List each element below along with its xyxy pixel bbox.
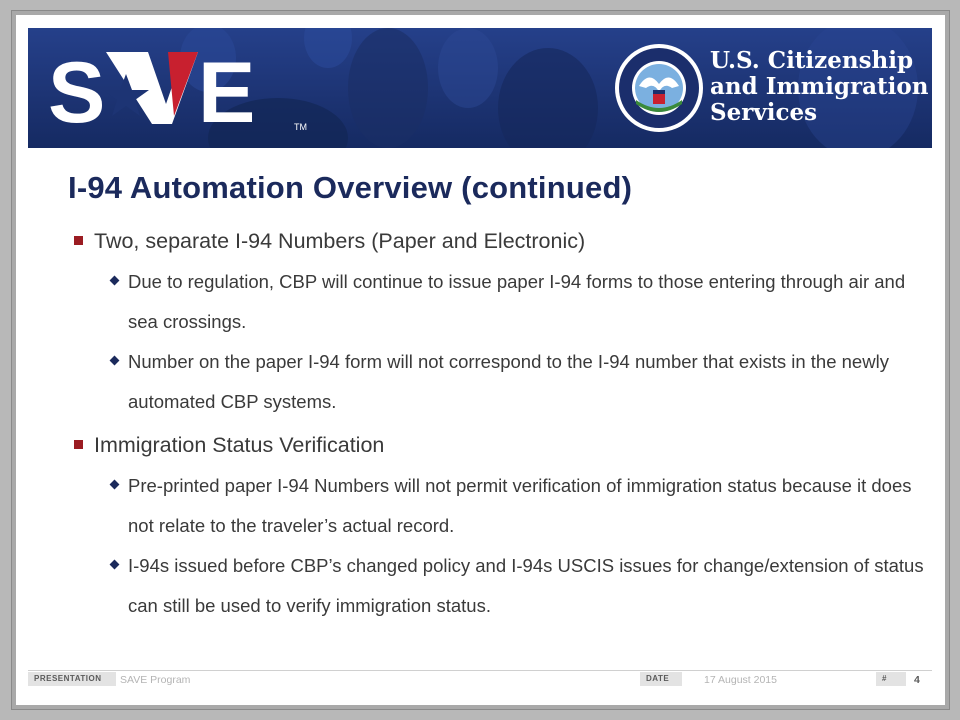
svg-text:S: S (48, 45, 102, 134)
presentation-label: PRESENTATION (28, 672, 116, 686)
bullet-text: Two, separate I-94 Numbers (Paper and Electronic) (94, 229, 586, 253)
bullet-level2 (104, 546, 928, 626)
bullet-level1 (68, 428, 928, 462)
footer-divider (28, 670, 932, 671)
slide-title: I-94 Automation Overview (continued) (68, 170, 633, 205)
date-value: 17 August 2015 (704, 674, 777, 686)
bullet-level1 (68, 224, 928, 258)
agency-name (710, 48, 928, 126)
svg-text:TM: TM (294, 122, 307, 132)
date-label: DATE (640, 672, 682, 686)
save-logo-icon (48, 44, 318, 134)
dhs-seal-icon (614, 40, 704, 136)
diamond-bullet-icon (110, 560, 120, 570)
square-bullet-icon (74, 236, 83, 245)
agency-name-line: U.S. Citizenship (710, 47, 914, 74)
presentation-value: SAVE Program (120, 674, 191, 686)
bullet-text: I-94s issued before CBP’s changed policy and I-94s USCIS issues for change/extension of status can still be used to verify immigration status. (128, 555, 924, 616)
header-banner (28, 28, 932, 148)
agency-name-line: Services (710, 99, 818, 126)
diamond-bullet-icon (110, 276, 120, 286)
bullet-text: Immigration Status Verification (94, 433, 385, 457)
bullet-level2 (104, 262, 928, 342)
bullet-text: Due to regulation, CBP will continue to issue paper I-94 forms to those entering through air and sea crossings. (128, 271, 906, 332)
bullet-level2 (104, 342, 928, 422)
page-label: # (876, 672, 906, 686)
bullet-text: Pre-printed paper I-94 Numbers will not permit verification of immigration status because it does not relate to the traveler’s actual record. (128, 475, 912, 536)
slide-footer (28, 672, 932, 688)
square-bullet-icon (74, 440, 83, 449)
agency-name-line: and Immigration (710, 73, 929, 100)
diamond-bullet-icon (110, 480, 120, 490)
bullet-text: Number on the paper I-94 form will not correspond to the I-94 number that exists in the newly automated CBP systems. (128, 351, 889, 412)
svg-text:E: E (198, 45, 252, 134)
diamond-bullet-icon (110, 356, 120, 366)
bullet-level2 (104, 466, 928, 546)
slide-content (68, 224, 928, 626)
page-number: 4 (914, 674, 920, 686)
